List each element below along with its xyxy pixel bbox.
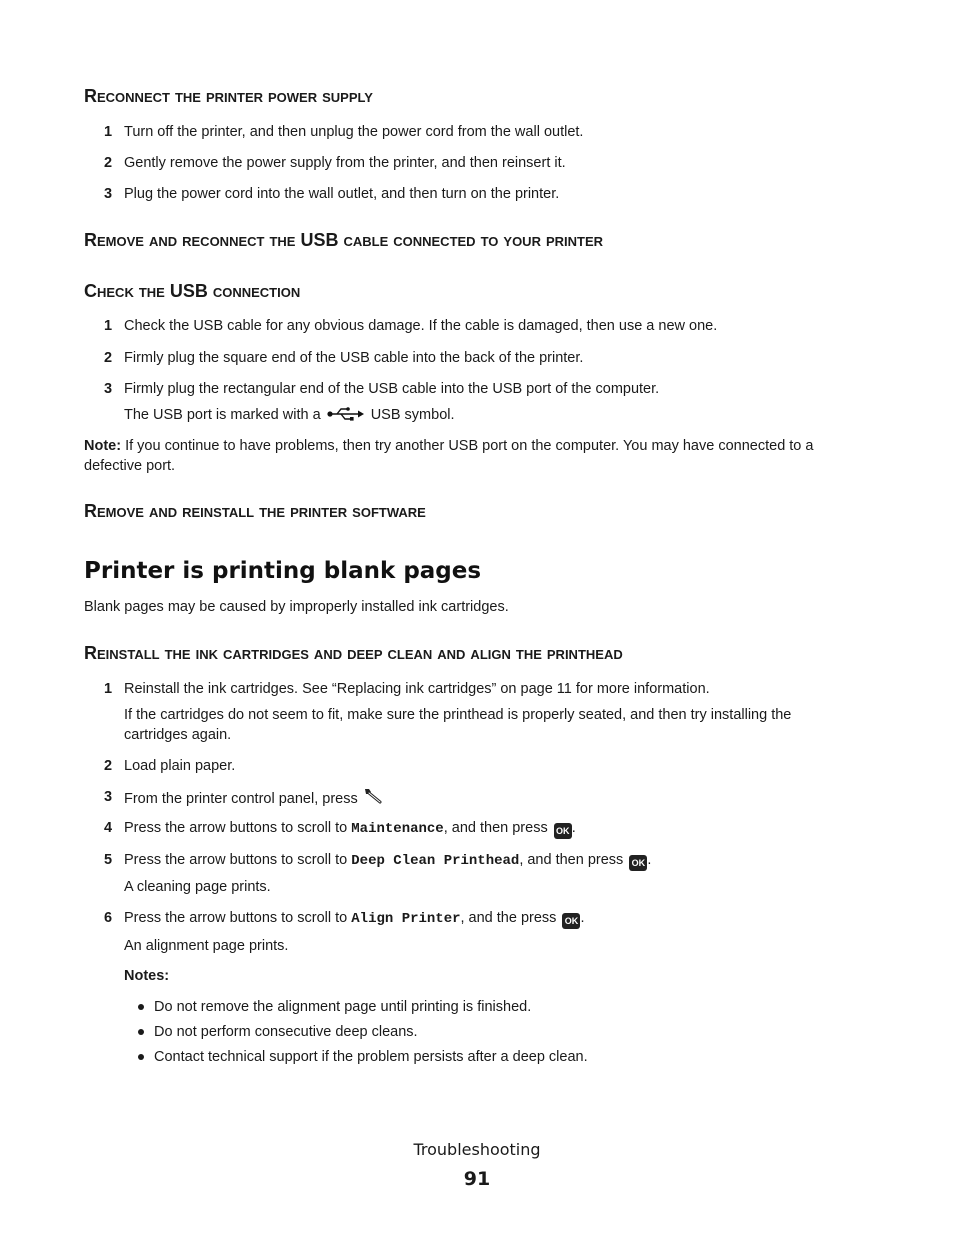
step-text: Plug the power cord into the wall outlet, and then turn on the printer.: [124, 186, 560, 202]
note-item: Contact technical support if the problem persists after a deep clean.: [154, 1049, 588, 1065]
usb-line-before: The USB port is marked with a: [124, 407, 321, 423]
note-item: Do not perform consecutive deep cleans.: [154, 1024, 418, 1040]
step-number: 3: [104, 186, 113, 202]
step-text: Check the USB cable for any obvious damage. If the cable is damaged, then use a new one.: [124, 318, 718, 334]
step-text: Gently remove the power supply from the printer, and then reinsert it.: [124, 155, 566, 171]
heading-remove-usb: Remove and reconnect the USB cable connected to your printer: [84, 230, 604, 250]
note-item: Do not remove the alignment page until printing is finished.: [154, 999, 532, 1015]
heading-reinstall-software: Remove and reinstall the printer software: [84, 501, 426, 521]
heading-reconnect-power: Reconnect the printer power supply: [84, 86, 373, 106]
step-text: , and then press: [443, 820, 548, 836]
step-4-line: Press the arrow buttons to scroll to Maintenance, and then press OK .: [124, 820, 576, 837]
step-text: , and then press: [519, 852, 624, 868]
ok-button-icon: OK: [554, 823, 572, 839]
step-number: 2: [104, 155, 113, 171]
step-number: 5: [104, 852, 113, 868]
step-text: , and the press: [460, 910, 557, 926]
step-text: Firmly plug the rectangular end of the USB cable into the USB port of the computer.: [124, 381, 660, 397]
usb-note: [84, 436, 864, 476]
page-title: Printer is printing blank pages: [84, 558, 482, 584]
step-subtext: If the cartridges do not seem to fit, make sure the printhead is properly seated, and then try installing the cartridges again.: [124, 707, 792, 743]
bullet-icon: [138, 1054, 144, 1060]
note-label: Note:: [84, 438, 122, 454]
step-number: 1: [104, 124, 113, 140]
step-subtext: A cleaning page prints.: [124, 879, 271, 895]
notes-label: Notes:: [124, 968, 170, 984]
step-text: From the printer control panel, press: [124, 791, 358, 807]
step-text: Load plain paper.: [124, 758, 236, 774]
step-number: 2: [104, 758, 113, 774]
menu-item-deep-clean: Deep Clean Printhead: [351, 853, 520, 869]
bullet-icon: [138, 1004, 144, 1010]
step-text: Press the arrow buttons to scroll to: [124, 852, 348, 868]
footer-section-label: Troubleshooting: [413, 1140, 541, 1159]
menu-item-maintenance: Maintenance: [351, 821, 444, 837]
step-6-line: Press the arrow buttons to scroll to Align Printer, and the press OK .: [124, 910, 585, 927]
step-number: 1: [104, 318, 113, 334]
step-number: 3: [104, 381, 113, 397]
usb-line-after: USB symbol.: [370, 407, 455, 423]
usb-port-line: [124, 405, 455, 427]
step-text: Firmly plug the square end of the USB cable into the back of the printer.: [124, 350, 584, 366]
bullet-icon: [138, 1029, 144, 1035]
step-number: 4: [104, 820, 113, 836]
step-text: Press the arrow buttons to scroll to: [124, 910, 348, 926]
heading-reinstall-cartridges: Reinstall the ink cartridges and deep clean and align the printhead: [84, 643, 623, 663]
step-text: Reinstall the ink cartridges. See “Replacing ink cartridges” on page 11 for more information.: [124, 681, 710, 697]
step-number: 2: [104, 350, 113, 366]
step-number: 6: [104, 910, 113, 926]
step-subtext: An alignment page prints.: [124, 938, 289, 954]
page-number: 91: [463, 1168, 491, 1190]
step-number: 1: [104, 681, 113, 697]
intro-text: Blank pages may be caused by improperly installed ink cartridges.: [84, 599, 509, 615]
step-text: Turn off the printer, and then unplug the power cord from the wall outlet.: [124, 124, 584, 140]
step-text: Press the arrow buttons to scroll to: [124, 820, 348, 836]
note-text: If you continue to have problems, then try another USB port on the computer. You may have connected to a defective port.: [84, 438, 814, 474]
ok-button-icon: OK: [562, 913, 580, 929]
step-5-line: Press the arrow buttons to scroll to Deep Clean Printhead, and then press OK .: [124, 852, 652, 869]
usb-symbol-icon: [327, 407, 365, 427]
wrench-icon: [362, 787, 384, 811]
ok-button-icon: OK: [629, 855, 647, 871]
step-3-line: [124, 787, 384, 811]
heading-check-usb: Check the USB connection: [84, 281, 301, 301]
step-number: 3: [104, 789, 113, 805]
menu-item-align-printer: Align Printer: [351, 911, 461, 927]
